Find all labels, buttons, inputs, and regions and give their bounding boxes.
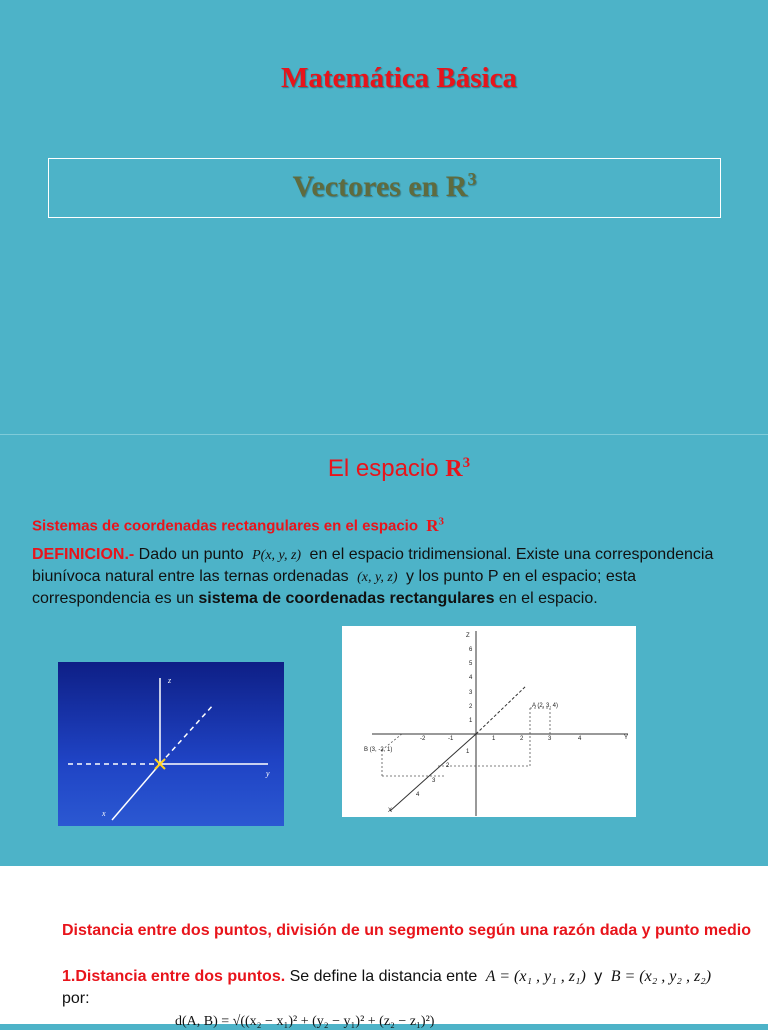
z-tick-5: 5	[469, 661, 473, 667]
x-tick-3: 3	[432, 778, 436, 784]
axes-figure-dark	[58, 662, 284, 826]
point-b-label: B (3, -2, 1)	[364, 747, 393, 753]
slide-title	[0, 0, 768, 432]
y-tick-neg2: -2	[420, 736, 426, 742]
x-tick-1: 1	[466, 749, 470, 755]
heading-r: $R^3$	[445, 455, 471, 482]
definition-text-3: y los punto P en el espacio; esta correspondencia es un	[32, 568, 637, 607]
fig-axis-y: Y	[624, 735, 629, 741]
axis-y-label: y	[266, 769, 270, 778]
slide-heading	[0, 455, 768, 483]
section-r: $R^3$	[426, 515, 444, 535]
z-tick-1: 1	[469, 718, 473, 724]
conjunction: y	[594, 968, 603, 985]
z-tick-3: 3	[469, 690, 473, 696]
definition-paragraph	[32, 544, 732, 609]
slide-distance	[0, 866, 768, 1029]
x-tick-4: 4	[416, 792, 420, 798]
fig-axis-z: Z	[466, 633, 470, 639]
heading-text: El espacio	[327, 455, 439, 482]
x-tick-2: 2	[446, 763, 450, 769]
definition-text-4: en el espacio.	[498, 590, 598, 607]
axis-z-label: z	[168, 676, 172, 685]
axes-figure-dark-svg	[58, 662, 284, 826]
subtitle-box	[48, 158, 721, 218]
point-a-label: A (2, 3, 4)	[532, 703, 559, 709]
definition-text-1: Dado un punto	[138, 546, 244, 563]
slide-subtitle	[49, 169, 720, 204]
z-tick-2: 2	[469, 704, 473, 710]
fig-axis-x: X	[388, 808, 393, 814]
section-title	[32, 515, 444, 536]
y-tick-neg1: -1	[448, 736, 454, 742]
distance-definition	[62, 968, 715, 986]
slide-space-r3	[0, 434, 768, 865]
z-tick-4: 4	[469, 675, 473, 681]
distance-slide-title: Distancia entre dos puntos, división de un segmento según una razón dada y punto medio	[62, 922, 751, 939]
axes-figure-points	[342, 626, 636, 817]
z-tick-6: 6	[469, 647, 473, 653]
math-triple: (x, y, z)	[357, 570, 398, 585]
item-label: 1.Distancia entre dos puntos.	[62, 968, 286, 985]
y-tick-1: 1	[492, 736, 496, 742]
distance-formula: d(A, B) = √((x₂ − x₁)² + (y₂ − y₁)² + (z₂ − z₁)²)	[175, 1014, 435, 1029]
definition-text-2: en el espacio tridimensional. Existe una correspondencia biunívoca natural entre las ternas ordenadas	[32, 546, 714, 585]
item-text: Se define la distancia ente	[289, 968, 478, 985]
math-point-p: P(x, y, z)	[252, 548, 302, 563]
y-tick-3: 3	[548, 736, 552, 742]
por-text: por:	[62, 990, 90, 1007]
axis-x-label: x	[102, 809, 106, 818]
axes-figure-points-svg	[342, 626, 636, 817]
subtitle-text: Vectores en R	[292, 170, 468, 203]
math-point-a: A = (x₁ , y₁ , z₁)	[485, 968, 586, 985]
y-tick-4: 4	[578, 736, 582, 742]
y-tick-2: 2	[520, 736, 524, 742]
definition-bold: sistema de coordenadas rectangulares	[198, 590, 495, 607]
section-text: Sistemas de coordenadas rectangulares en el espacio	[32, 517, 419, 535]
math-point-b: B = (x₂ , y₂ , z₂)	[610, 968, 712, 985]
definition-label: DEFINICION.-	[32, 546, 135, 563]
slide-main-title: Matemática Básica	[281, 62, 517, 94]
subtitle-superscript: 3	[467, 169, 477, 189]
